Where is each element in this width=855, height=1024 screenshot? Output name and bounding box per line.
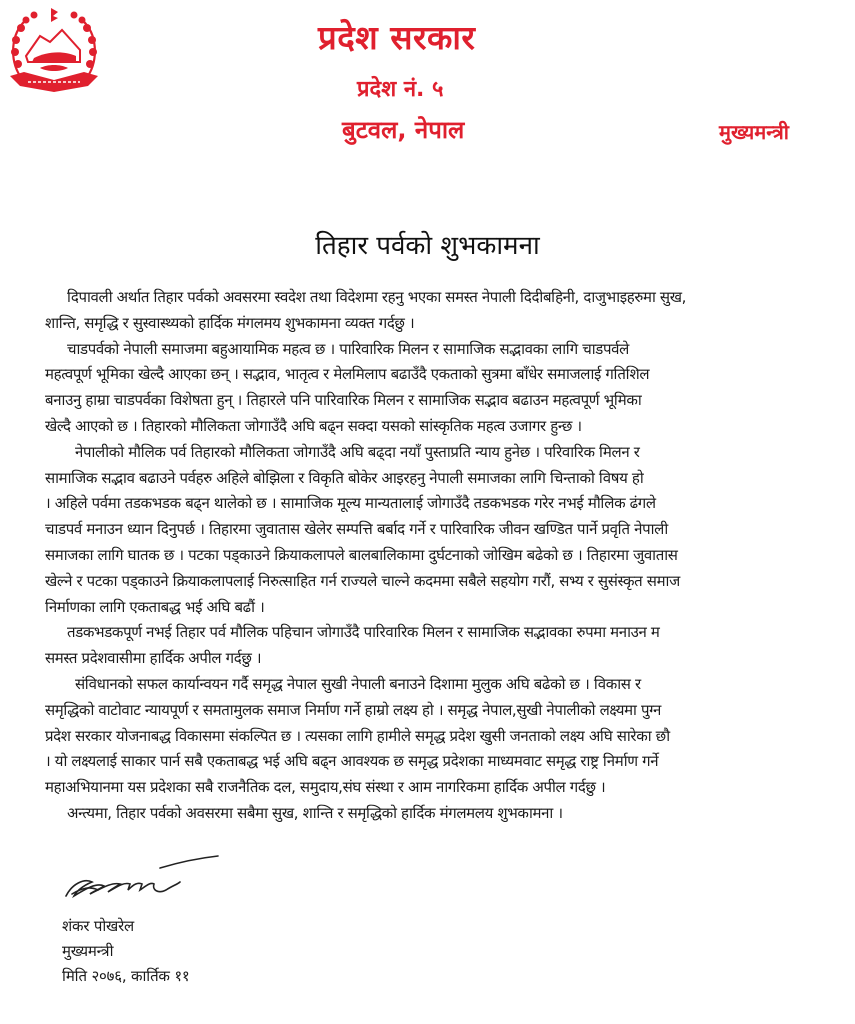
body-line: अन्त्यमा, तिहार पर्वको अवसरमा सबैमा सुख, शान्ति र समृद्धिको हार्दिक मंगलमलय शुभकामना । xyxy=(67,803,563,822)
paragraph-originality xyxy=(45,440,835,621)
body-line: । यो लक्ष्यलाई साकार पार्न सबै एकताबद्ध भई अघि बढ्न आवश्यक छ समृद्ध प्रदेशका माध्यमवाट समृद्ध राष्ट्र निर्माण गर्ने xyxy=(45,752,659,771)
letterhead-government: प्रदेश सरकार xyxy=(318,18,476,57)
body-line: खेल्ने र पटका पड्काउने क्रियाकलापलाई निरुत्साहित गर्न राज्यले चाल्ने कदममा सबैले सहयोग गरौं, सभ्य र सुसंस्कृत समाज xyxy=(45,571,680,590)
body-line: खेल्दै आएको छ । तिहारको मौलिकता जोगाउँदै अघि बढ्न सक्दा यसको सांस्कृतिक महत्व उजागर हुन्छ । xyxy=(45,416,582,435)
government-emblem-icon xyxy=(6,6,102,98)
paragraph-prosperity xyxy=(45,672,835,801)
signature-icon xyxy=(62,852,222,904)
body-line: प्रदेश सरकार योजनाबद्ध विकासमा संकल्पित छ । त्यसका लागि हामीले समृद्ध प्रदेश खुसी जनताको लक्ष्य अघि सारेका छौ xyxy=(45,726,670,745)
paragraph-festival-importance xyxy=(45,337,835,440)
letterhead-province: प्रदेश नं. ५ xyxy=(357,77,444,102)
signatory-name: शंकर पोखरेल xyxy=(62,917,135,935)
body-line: चाडपर्वको नेपाली समाजमा बहुआयामिक महत्व छ । पारिवारिक मिलन र सामाजिक सद्भावका लागि चाडपर्वले xyxy=(67,339,629,358)
letterhead-location: बुटवल, नेपाल xyxy=(342,116,465,144)
body-line: निर्माणका लागि एकताबद्ध भई अघि बढौं । xyxy=(45,597,265,616)
letter-body xyxy=(45,285,835,827)
body-line: महाअभियानमा यस प्रदेशका सबै राजनैतिक दल, समुदाय,संघ संस्था र आम नागरिकमा हार्दिक अपील गर्दछु । xyxy=(45,778,606,797)
body-line: महत्वपूर्ण भूमिका खेल्दै आएका छन् । सद्भाव, भातृत्व र मेलमिलाप बढाउँदै एकताको सुत्रमा बाँधेर समाजलाई गतिशिल xyxy=(45,365,650,384)
document-title: तिहार पर्वको शुभकामना xyxy=(315,231,540,261)
signatory-designation: मुख्यमन्त्री xyxy=(62,942,114,960)
paragraph-appeal xyxy=(45,620,835,672)
signatory-block xyxy=(62,914,190,989)
body-line: दिपावली अर्थात तिहार पर्वको अवसरमा स्वदेश तथा विदेशमा रहनु भएका समस्त नेपाली दिदीबहिनी, दाजुभाइहरुमा सुख, xyxy=(67,288,687,306)
paragraph-closing xyxy=(45,801,835,827)
signatory-date: मिति २०७६, कार्तिक ११ xyxy=(62,967,190,985)
body-line: चाडपर्व मनाउन ध्यान दिनुपर्छ । तिहारमा जुवातास खेलेर सम्पत्ति बर्बाद गर्ने र पारिवारिक जीवन खण्डित पार्ने प्रवृति नेपाली xyxy=(45,520,668,539)
body-line: तडकभडकपूर्ण नभई तिहार पर्व मौलिक पहिचान जोगाउँदै पारिवारिक मिलन र सामाजिक सद्भावका रुपमा मनाउन म xyxy=(67,623,660,642)
body-line: सामाजिक सद्भाव बढाउने पर्वहरु अहिले बोझिला र विकृति बोकेर आइरहनु नेपाली समाजका लागि चिन्ताको विषय हो xyxy=(45,468,644,487)
body-line: नेपालीको मौलिक पर्व तिहारको मौलिकता जोगाउँदै अघि बढ्दा नयाँ पुस्ताप्रति न्याय हुनेछ । परिवारिक मिलन र xyxy=(75,442,640,461)
body-line: । अहिले पर्वमा तडकभडक बढ्न थालेको छ । सामाजिक मूल्य मान्यतालाई जोगाउँदै तडकभडक गरेर नभई मौलिक ढंगले xyxy=(45,494,656,513)
body-line: बनाउनु हाम्रा चाडपर्वका विशेषता हुन् । तिहारले पनि पारिवारिक मिलन र सामाजिक सद्भाव बढाउन महत्वपूर्ण भूमिका xyxy=(45,391,642,410)
body-line: शान्ति, समृद्धि र सुस्वास्थ्यको हार्दिक मंगलमय शुभकामना व्यक्त गर्दछु । xyxy=(45,313,415,332)
body-line: समस्त प्रदेशवासीमा हार्दिक अपील गर्दछु । xyxy=(45,649,262,668)
body-line: संविधानको सफल कार्यान्वयन गर्दै समृद्ध नेपाल सुखी नेपाली बनाउने दिशामा मुलुक अघि बढेको छ । विकास र xyxy=(75,674,641,693)
body-line: समृद्धिको वाटोवाट न्यायपूर्ण र समतामुलक समाज निर्माण गर्ने हाम्रो लक्ष्य हो । समृद्ध नेपाल,सुखी नेपालीको लक्ष्यमा पुग्न xyxy=(45,700,661,719)
body-line: समाजका लागि घातक छ । पटका पड्काउने क्रियाकलापले बालबालिकामा दुर्घटनाको जोखिम बढेको छ । तिहारमा जुवातास xyxy=(45,545,678,564)
paragraph-greeting xyxy=(45,285,835,337)
letterhead-office: मुख्यमन्त्री xyxy=(719,120,789,144)
